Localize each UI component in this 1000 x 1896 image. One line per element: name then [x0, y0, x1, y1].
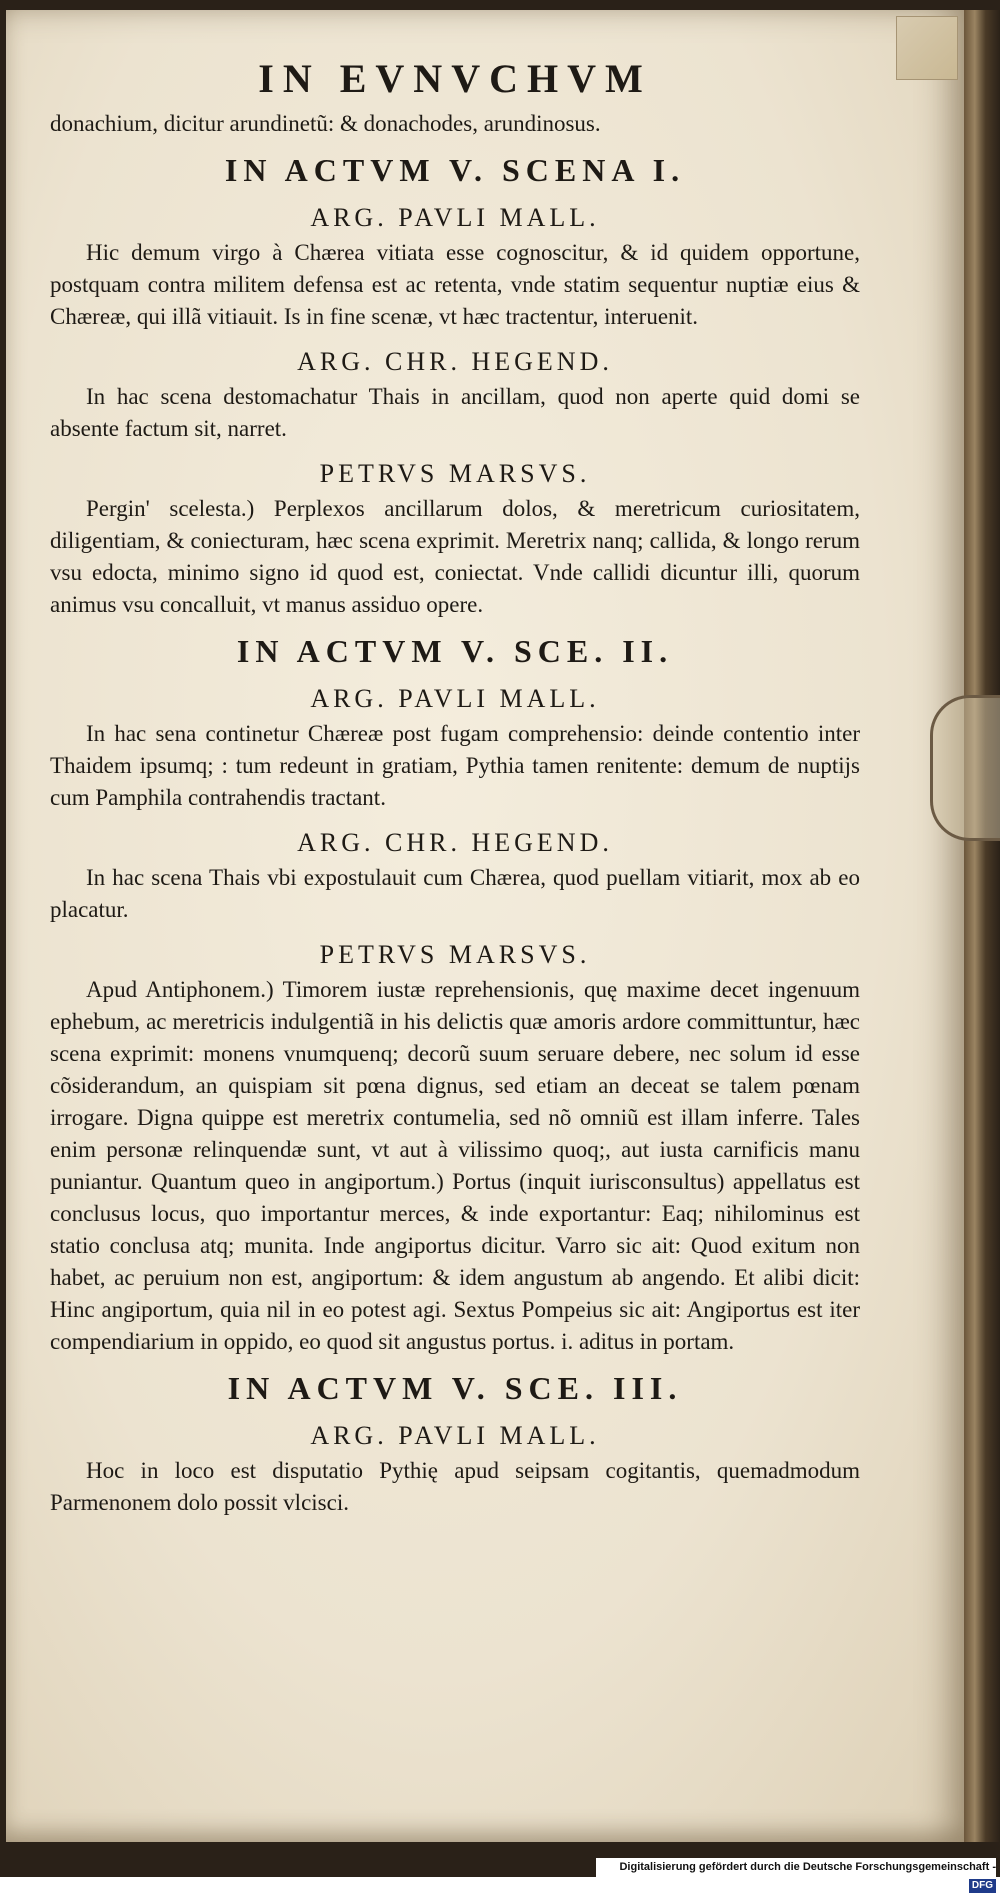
opening-line: donachium, dicitur arundinetũ: & donachodes, arundinosus. — [50, 111, 601, 136]
argument-text: In hac scena destomachatur Thais in ancillam, quod non aperte quid domi se absente factum sit, narret. — [50, 384, 860, 441]
argument-text: Hoc in loco est disputatio Pythię apud seipsam cogitantis, quemadmodum Parmenonem dolo possit vlcisci. — [50, 1458, 860, 1515]
page-tab-marker — [930, 695, 1000, 841]
commentary-text: Apud Antiphonem.) Timorem iustæ reprehensionis, quę maxime decet ingenuum ephebum, ac meretricis indulgentiã in his delictis quæ amoris ardore committuntur, hæc scena exprimit: monens vnumquenq; decorũ suum seruare debere, nec solum id esse cõsiderandum, an quispiam sit pœna dignus, sed etiam an deceat se talem pœnam irrogare. Digna quippe est meretrix contumelia, sed nõ omniũ est illam inferre. Tales enim personæ relinquendæ sunt, vt aut à vilissimo quoq;, aut iusta carnificis manu puniantur. Quantum queo in angiportum.) Portus (inquit iurisconsultus) appellatus est conclusus locus, quo importantur merces, & inde exportantur: Eaq; nihilominus est statio conclusa atq; munita. Inde angiportus dicitur. Varro sic ait: Quod exitum non habet, ac peruium non est, angiportum: & idem angustum ab angendo. Et alibi dicit: Hinc angiportum, quia nil in eo potest agi. Sextus Pompeius sic ait: Angiportus est iter compendiarium in oppido, eo quod sit angustus portus. i. aditus in portam. — [50, 977, 860, 1354]
book-fore-edge — [964, 10, 1000, 1842]
page-text — [50, 55, 860, 1523]
argument-text: Hic demum virgo à Chærea vitiata esse cognoscitur, & id quidem opportune, postquam contra militem defensa est ac retenta, vnde statim sequentur nuptiæ eius & Chæreæ, qui illã vitiauit. Is in fine scenæ, vt hæc tractentur, interuenit. — [50, 240, 860, 329]
section-heading: IN ACTVM V. SCENA I. — [224, 152, 686, 188]
running-head: IN EVNVCHVM — [258, 56, 652, 101]
commentary-text: Pergin' scelesta.) Perplexos ancillarum dolos, & meretricum curiositatem, diligentiam, & coniecturam, hæc scena exprimit. Meretrix nanq; callida, & longo rerum vsu edocta, minimo signo id quod est, coniectat. Vnde callidi dicuntur illi, quorum animus vsu concalluit, vt manus assiduo opere. — [50, 496, 860, 617]
argument-heading: ARG. PAVLI MALL. — [310, 1421, 600, 1450]
commentary-heading: PETRVS MARSVS. — [319, 940, 591, 969]
dfg-logo: DFG — [969, 1879, 996, 1893]
section-heading: IN ACTVM V. SCE. III. — [227, 1370, 683, 1406]
argument-text: In hac sena continetur Chæreæ post fugam comprehensio: deinde contentio inter Thaidem ipsumq; : tum redeunt in gratiam, Pythia tamen renitente: demum de nuptijs cum Pamphila contrahendis tractant. — [50, 721, 860, 810]
section-heading: IN ACTVM V. SCE. II. — [236, 633, 674, 669]
credit-text: Digitalisierung gefördert durch die Deutsche Forschungsgemeinschaft — [619, 1861, 990, 1873]
argument-text: In hac scena Thais vbi expostulauit cum Chærea, quod puellam vitiarit, mox ab eo placatur. — [50, 865, 860, 922]
digitization-credit: Digitalisierung gefördert durch die Deutsche Forschungsgemeinschaft - DFG — [596, 1858, 996, 1877]
argument-heading: ARG. PAVLI MALL. — [310, 203, 600, 232]
argument-heading: ARG. CHR. HEGEND. — [297, 828, 613, 857]
page-corner-fold — [896, 16, 958, 80]
argument-heading: ARG. CHR. HEGEND. — [297, 347, 613, 376]
argument-heading: ARG. PAVLI MALL. — [310, 684, 600, 713]
commentary-heading: PETRVS MARSVS. — [319, 459, 591, 488]
